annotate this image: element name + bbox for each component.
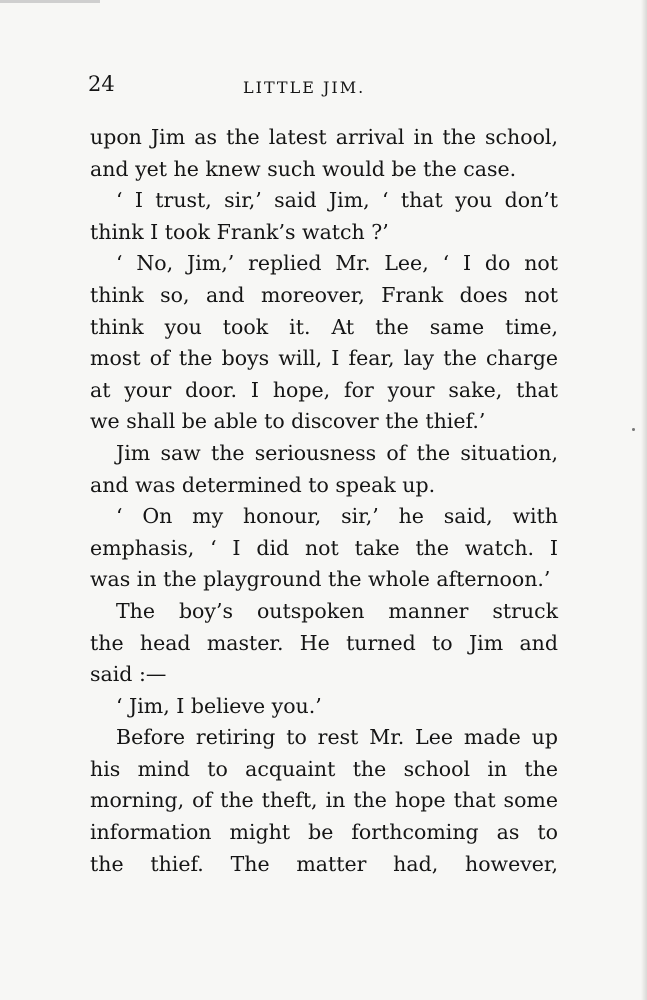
text-line: think so, and moreover, Frank does not <box>90 282 558 307</box>
text-line: Before retiring to rest Mr. Lee made up <box>116 725 558 750</box>
text-line: The boy’s outspoken manner struck <box>116 598 558 623</box>
page-number: 24 <box>88 72 115 96</box>
paper-speck <box>632 428 635 431</box>
text-line: we shall be able to discover the thief.’ <box>90 409 486 434</box>
text-line: the thief. The matter had, however, <box>90 851 558 876</box>
page-header <box>88 72 548 102</box>
page-edge-right <box>641 0 647 1000</box>
text-line: emphasis, ‘ I did not take the watch. I <box>90 535 558 560</box>
text-line: upon Jim as the latest arrival in the school, <box>90 125 558 149</box>
body-text <box>90 122 558 880</box>
text-line: ‘ No, Jim,’ replied Mr. Lee, ‘ I do not <box>116 251 558 276</box>
text-line: information might be forthcoming as to <box>90 820 558 845</box>
text-line: most of the boys will, I fear, lay the charge <box>90 346 558 371</box>
text-line: was in the playground the whole afternoon.’ <box>90 567 551 592</box>
text-line: ‘ On my honour, sir,’ he said, with <box>116 504 558 529</box>
text-line: and was determined to speak up. <box>90 472 436 497</box>
text-line: think I took Frank’s watch ?’ <box>90 219 389 244</box>
text-line: said :— <box>90 662 167 687</box>
text-line: his mind to acquaint the school in the <box>90 756 558 781</box>
text-line: ‘ Jim, I believe you.’ <box>116 693 322 718</box>
text-line: think you took it. At the same time, <box>90 314 558 339</box>
page-edge-top <box>0 0 100 3</box>
text-line: Jim saw the seriousness of the situation, <box>116 440 558 465</box>
text-line: at your door. I hope, for your sake, that <box>90 377 558 402</box>
text-line: the head master. He turned to Jim and <box>90 630 558 655</box>
text-line: and yet he knew such would be the case. <box>90 156 517 181</box>
running-head: LITTLE JIM. <box>243 78 366 97</box>
text-line: ‘ I trust, sir,’ said Jim, ‘ that you don’t <box>116 188 558 213</box>
text-line: morning, of the theft, in the hope that some <box>90 788 558 813</box>
